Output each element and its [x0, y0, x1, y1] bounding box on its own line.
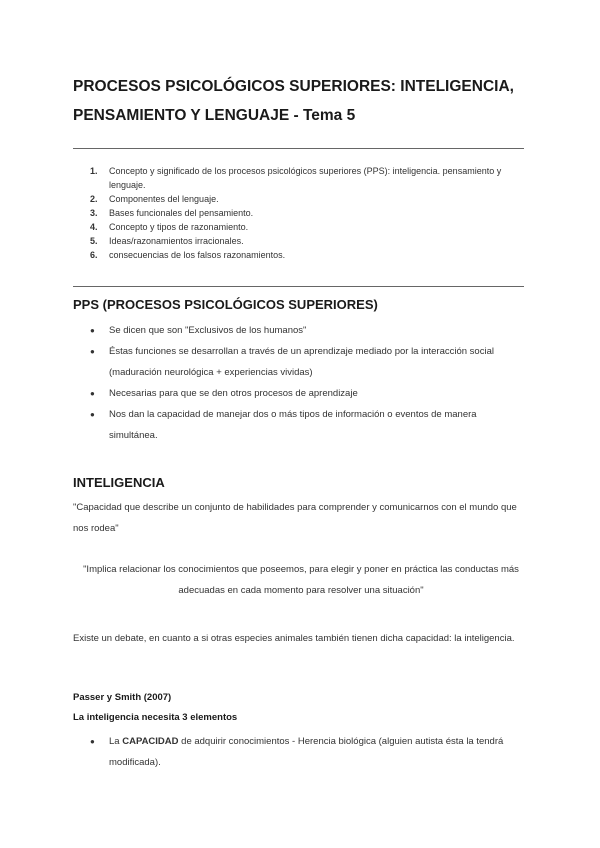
toc-item: 1. Concepto y significado de los procesos psicológicos superiores (PPS): inteligencia. pensamiento y lenguaje. — [90, 166, 502, 190]
divider-top — [73, 148, 524, 149]
inteligencia-heading: INTELIGENCIA — [73, 475, 165, 490]
toc-item: 6. consecuencias de los falsos razonamientos. — [90, 250, 286, 260]
elements-title: La inteligencia necesita 3 elementos — [73, 712, 238, 723]
source-citation: Passer y Smith (2007) — [73, 692, 172, 703]
bullet-icon: ● — [90, 389, 95, 398]
bullet-icon: ● — [90, 410, 95, 419]
toc-item: 2. Componentes del lenguaje. — [90, 194, 219, 204]
divider-bottom — [73, 286, 524, 287]
inteligencia-definition: "Capacidad que describe un conjunto de habilidades para comprender y comunicarnos con el mundo que nos rodea" — [73, 502, 517, 534]
elements-bullet-list — [90, 731, 520, 773]
list-item: ● Se dicen que son "Exclusivos de los humanos" — [90, 320, 520, 341]
bullet-icon: ● — [90, 347, 95, 356]
list-item: ● Éstas funciones se desarrollan a través de un aprendizaje mediado por la interacción social (maduración neurológica + experiencias vividas) — [90, 341, 520, 383]
document-title: PROCESOS PSICOLÓGICOS SUPERIORES: INTELIGENCIA, PENSAMIENTO Y LENGUAJE - Tema 5 — [73, 78, 514, 124]
pps-heading: PPS (PROCESOS PSICOLÓGICOS SUPERIORES) — [73, 297, 378, 312]
list-item: ● Nos dan la capacidad de manejar dos o más tipos de información o eventos de manera simultánea. — [90, 404, 520, 446]
table-of-contents — [90, 164, 520, 262]
toc-item: 4. Concepto y tipos de razonamiento. — [90, 222, 249, 232]
toc-item: 3. Bases funcionales del pensamiento. — [90, 208, 254, 218]
toc-item: 5. Ideas/razonamientos irracionales. — [90, 236, 244, 246]
bullet-icon: ● — [90, 326, 95, 335]
debate-paragraph: Existe un debate, en cuanto a si otras especies animales también tienen dicha capacidad: la inteligencia. — [73, 633, 515, 644]
pps-bullet-list — [90, 320, 520, 446]
list-item: ● Necesarias para que se den otros procesos de aprendizaje — [90, 383, 520, 404]
inteligencia-quote: "Implica relacionar los conocimientos que poseemos, para elegir y poner en práctica las conductas más adecuadas en cada momento para resolver una situación" — [83, 564, 519, 596]
bullet-icon: ● — [90, 737, 95, 746]
list-item: ● La CAPACIDAD de adquirir conocimientos - Herencia biológica (alguien autista ésta la tendrá modificada). — [90, 731, 520, 773]
